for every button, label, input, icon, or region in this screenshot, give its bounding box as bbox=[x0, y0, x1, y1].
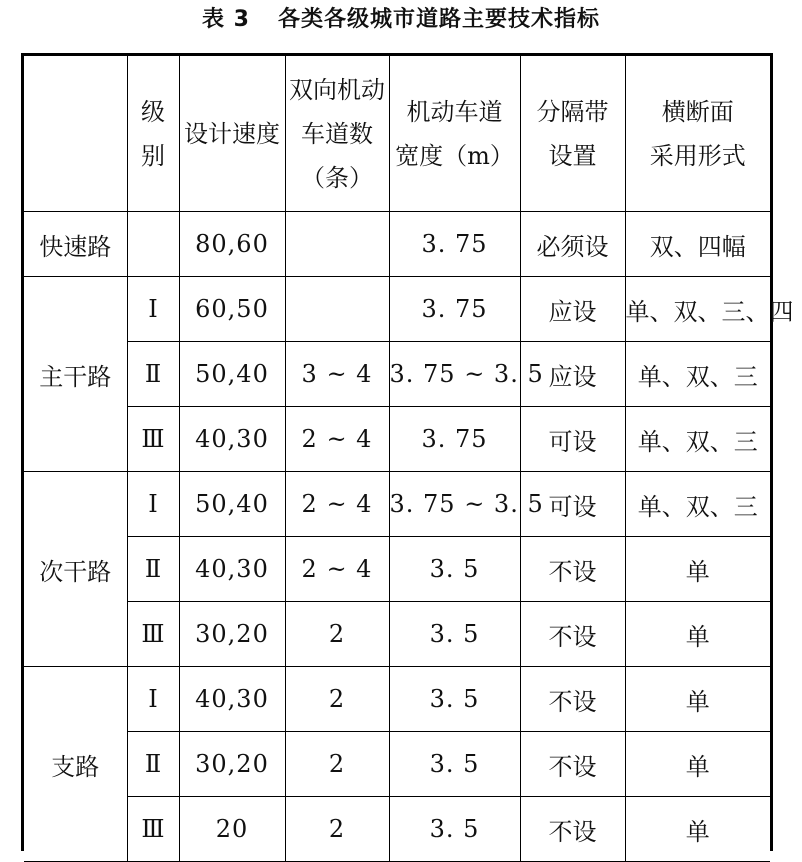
cell-section: 单、双、三、四 bbox=[625, 277, 770, 342]
table-row bbox=[24, 732, 770, 797]
cell-level bbox=[127, 212, 179, 277]
table-caption bbox=[0, 2, 802, 38]
cell-median: 可设 bbox=[520, 472, 625, 537]
cell-median: 不设 bbox=[520, 732, 625, 797]
cell-road-type: 主干路 bbox=[24, 277, 127, 472]
cell-road-type: 支路 bbox=[24, 667, 127, 862]
cell-speed: 50,40 bbox=[179, 472, 285, 537]
cell-section: 单 bbox=[625, 537, 770, 602]
cell-level: Ⅲ bbox=[127, 797, 179, 862]
cell-width: 3. 5 bbox=[389, 537, 520, 602]
header-cross-section-line: 横断面 bbox=[661, 97, 734, 126]
road-standards-table bbox=[21, 53, 794, 851]
header-lane-width-line: 宽度（m） bbox=[395, 141, 514, 170]
cell-width: 3. 75 bbox=[389, 407, 520, 472]
cell-median: 应设 bbox=[520, 342, 625, 407]
table-row bbox=[24, 342, 770, 407]
table-row bbox=[24, 212, 770, 277]
cell-lanes: 2 ~ 4 bbox=[285, 472, 389, 537]
header-median-line: 分隔带 bbox=[536, 97, 609, 126]
cell-level: Ⅰ bbox=[127, 472, 179, 537]
header-lane-width bbox=[389, 56, 520, 212]
cell-section: 双、四幅 bbox=[625, 212, 770, 277]
header-level-line: 级 bbox=[141, 97, 165, 126]
table-title: 各类各级城市道路主要技术指标 bbox=[277, 7, 600, 32]
header-median bbox=[520, 56, 625, 212]
cell-level: Ⅲ bbox=[127, 407, 179, 472]
cell-speed: 20 bbox=[179, 797, 285, 862]
cell-section: 单 bbox=[625, 797, 770, 862]
table-row bbox=[24, 537, 770, 602]
cell-lanes: 2 ~ 4 bbox=[285, 537, 389, 602]
cell-lanes bbox=[285, 212, 389, 277]
cell-speed: 50,40 bbox=[179, 342, 285, 407]
header-lanes bbox=[285, 56, 389, 212]
cell-section: 单、双、三 bbox=[625, 342, 770, 407]
cell-lanes: 2 ~ 4 bbox=[285, 407, 389, 472]
cell-section: 单 bbox=[625, 667, 770, 732]
cell-speed: 40,30 bbox=[179, 667, 285, 732]
cell-lanes bbox=[285, 277, 389, 342]
header-median-line: 设置 bbox=[548, 141, 597, 170]
cell-median: 不设 bbox=[520, 797, 625, 862]
cell-section: 单 bbox=[625, 602, 770, 667]
table-row bbox=[24, 602, 770, 667]
cell-median: 不设 bbox=[520, 667, 625, 732]
cell-width: 3. 5 bbox=[389, 667, 520, 732]
cell-speed: 40,30 bbox=[179, 537, 285, 602]
cell-level: Ⅰ bbox=[127, 667, 179, 732]
cell-section: 单 bbox=[625, 732, 770, 797]
cell-speed: 60,50 bbox=[179, 277, 285, 342]
cell-lanes: 2 bbox=[285, 602, 389, 667]
cell-road-type: 快速路 bbox=[24, 212, 127, 277]
cell-width: 3. 5 bbox=[389, 797, 520, 862]
cell-width: 3. 75 bbox=[389, 212, 520, 277]
header-lane-width-line: 机动车道 bbox=[406, 97, 503, 126]
cell-median: 应设 bbox=[520, 277, 625, 342]
cell-width: 3. 75 ~ 3. 5 bbox=[389, 342, 520, 407]
table-row bbox=[24, 667, 770, 732]
cell-speed: 30,20 bbox=[179, 602, 285, 667]
cell-level: Ⅱ bbox=[127, 732, 179, 797]
header-lanes-line: 双向机动 bbox=[289, 75, 385, 104]
cell-width: 3. 75 ~ 3. 5 bbox=[389, 472, 520, 537]
cell-section: 单、双、三 bbox=[625, 407, 770, 472]
cell-lanes: 2 bbox=[285, 667, 389, 732]
header-cross-section-line: 采用形式 bbox=[649, 141, 746, 170]
cell-lanes: 3 ~ 4 bbox=[285, 342, 389, 407]
data-table bbox=[24, 56, 794, 862]
cell-level: Ⅰ bbox=[127, 277, 179, 342]
header-level-line: 别 bbox=[141, 141, 165, 170]
cell-speed: 40,30 bbox=[179, 407, 285, 472]
table-row bbox=[24, 797, 770, 862]
table-row bbox=[24, 472, 770, 537]
cell-median: 必须设 bbox=[520, 212, 625, 277]
table-number: 表 3 bbox=[202, 7, 250, 32]
header-design-speed: 设计速度 bbox=[179, 56, 285, 212]
header-lanes-line: （条） bbox=[301, 163, 373, 192]
cell-width: 3. 75 bbox=[389, 277, 520, 342]
header-level bbox=[127, 56, 179, 212]
cell-width: 3. 5 bbox=[389, 602, 520, 667]
cell-lanes: 2 bbox=[285, 732, 389, 797]
header-road-type bbox=[24, 56, 127, 212]
table-row bbox=[24, 277, 770, 342]
cell-section: 单、双、三 bbox=[625, 472, 770, 537]
cell-level: Ⅲ bbox=[127, 602, 179, 667]
cell-level: Ⅱ bbox=[127, 537, 179, 602]
header-lanes-line: 车道数 bbox=[301, 119, 373, 148]
cell-width: 3. 5 bbox=[389, 732, 520, 797]
cell-median: 可设 bbox=[520, 407, 625, 472]
table-row bbox=[24, 407, 770, 472]
cell-road-type: 次干路 bbox=[24, 472, 127, 667]
cell-speed: 80,60 bbox=[179, 212, 285, 277]
cell-lanes: 2 bbox=[285, 797, 389, 862]
cell-speed: 30,20 bbox=[179, 732, 285, 797]
header-cross-section bbox=[625, 56, 770, 212]
cell-median: 不设 bbox=[520, 537, 625, 602]
cell-level: Ⅱ bbox=[127, 342, 179, 407]
header-row bbox=[24, 56, 770, 212]
cell-median: 不设 bbox=[520, 602, 625, 667]
